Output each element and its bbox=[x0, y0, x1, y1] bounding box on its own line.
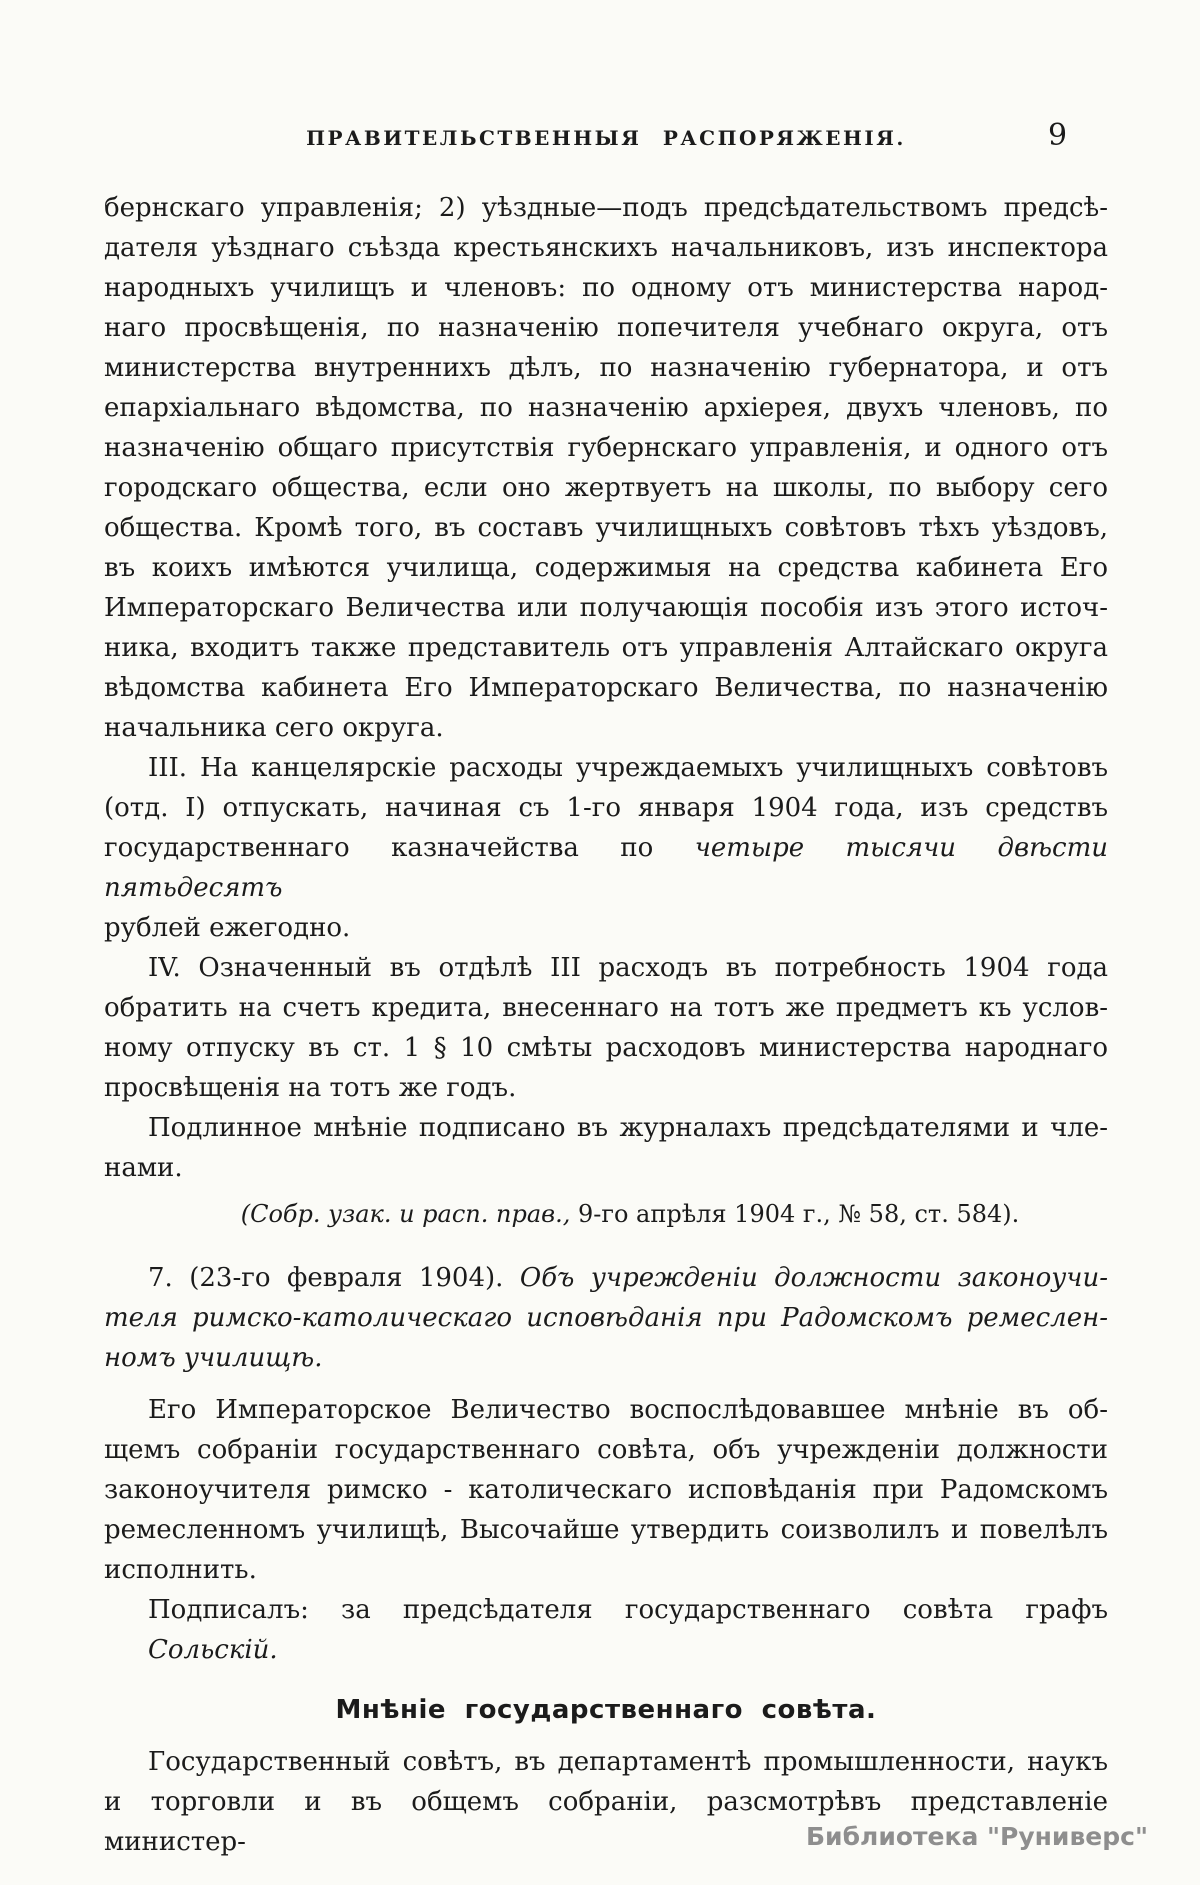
citation-source-italic: (Собр. узак. и расп. прав., bbox=[240, 1200, 571, 1228]
text-italic: четыре тысячи двѣсти пятьдесятъ bbox=[104, 833, 1108, 903]
text-line: просвѣщенія на тотъ же годъ. bbox=[104, 1073, 517, 1103]
text-line: нами. bbox=[104, 1153, 183, 1183]
text-line: назначенію общаго присутствія губернскаго управленія, и одного отъ bbox=[104, 433, 1108, 463]
text-line: ника, входитъ также представитель отъ управленія Алтайскаго округа bbox=[104, 633, 1108, 663]
text-line: министерства внутреннихъ дѣлъ, по назначенію губернатора, и отъ bbox=[104, 353, 1108, 383]
text-line: епархіальнаго вѣдомства, по назначенію архіерея, двухъ членовъ, по bbox=[104, 393, 1108, 423]
text-line: общества. Кромѣ того, въ составъ училищныхъ совѣтовъ тѣхъ уѣздовъ, bbox=[104, 513, 1108, 543]
text-line: (отд. I) отпускать, начиная съ 1-го января 1904 года, изъ средствъ bbox=[104, 793, 1108, 823]
signature-roman: Подписалъ: за предсѣдателя государственнаго совѣта графъ bbox=[148, 1595, 1108, 1625]
text-line: исполнить. bbox=[104, 1555, 257, 1585]
text-line: ному отпуску въ ст. 1 § 10 смѣты расходовъ министерства народнаго bbox=[104, 1033, 1108, 1063]
source-citation bbox=[104, 1196, 1108, 1232]
decree-7-title bbox=[104, 1258, 1108, 1378]
text-line: вѣдомства кабинета Его Императорскаго Величества, по назначенію bbox=[104, 673, 1108, 703]
text-line: Государственный совѣтъ, въ департаментѣ промышленности, наукъ bbox=[148, 1747, 1108, 1777]
text-line: и торговли и въ общемъ собраніи, разсмотрѣвъ представленіе министер- bbox=[104, 1787, 1108, 1857]
text-line: номъ училищѣ. bbox=[104, 1343, 323, 1373]
library-watermark: Библиотека "Руниверс" bbox=[806, 1822, 1148, 1851]
text-line: законоучителя римско - католическаго исповѣданія при Радомскомъ bbox=[104, 1475, 1108, 1505]
text-line: ремесленномъ училищѣ, Высочайше утвердить соизволилъ и повелѣлъ bbox=[104, 1515, 1108, 1545]
text-line: теля римско-католическаго исповѣданія при Радомскомъ ремеслен- bbox=[104, 1303, 1108, 1333]
text-line: начальника сего округа. bbox=[104, 713, 444, 743]
text-line: городскаго общества, если оно жертвуетъ на школы, по выбору сего bbox=[104, 473, 1108, 503]
signature-name-italic: Сольскій. bbox=[148, 1635, 278, 1665]
decree-number: 7. (23-го февраля 1904). bbox=[148, 1263, 520, 1293]
page-body bbox=[104, 188, 1108, 1862]
text-line: щемъ собраніи государственнаго совѣта, объ учрежденіи должности bbox=[104, 1435, 1108, 1465]
text-line bbox=[104, 1258, 1108, 1298]
paragraph-item-4 bbox=[104, 948, 1108, 1108]
text-line: бернскаго управленія; 2) уѣздные—подъ предсѣдательствомъ предсѣ- bbox=[104, 193, 1108, 223]
text-line: наго просвѣщенія, по назначенію попечителя учебнаго округа, отъ bbox=[104, 313, 1108, 343]
text-line: рублей ежегодно. bbox=[104, 913, 351, 943]
paragraph-imperial-approval bbox=[104, 1390, 1108, 1590]
text-line: дателя уѣзднаго съѣзда крестьянскихъ начальниковъ, изъ инспектора bbox=[104, 233, 1108, 263]
paragraph-signed-note bbox=[104, 1108, 1108, 1188]
text-line: народныхъ училищъ и членовъ: по одному отъ министерства народ- bbox=[104, 273, 1108, 303]
paragraph-continuation bbox=[104, 188, 1108, 748]
section-heading: Мнѣніе государственнаго совѣта. bbox=[335, 1695, 877, 1725]
text-line: III. На канцелярскіе расходы учреждаемыхъ училищныхъ совѣтовъ bbox=[148, 753, 1108, 783]
text-line: Его Императорское Величество воспослѣдовавшее мнѣніе въ об- bbox=[148, 1395, 1108, 1425]
text-line: Императорскаго Величества или получающія пособія изъ этого источ- bbox=[104, 593, 1108, 623]
paragraph-item-3 bbox=[104, 748, 1108, 948]
citation-date-roman: 9-го апрѣля 1904 г., № 58, ст. 584). bbox=[570, 1200, 1020, 1228]
running-title: ПРАВИТЕЛЬСТВЕННЫЯ РАСПОРЯЖЕНІЯ. bbox=[306, 126, 906, 150]
text-roman: государственнаго казначейства по bbox=[104, 833, 695, 863]
text-line: IV. Означенный въ отдѣлѣ III расходъ въ потребность 1904 года bbox=[148, 953, 1108, 983]
page-number: 9 bbox=[1048, 118, 1068, 153]
text-line: въ коихъ имѣются училища, содержимыя на средства кабинета Его bbox=[104, 553, 1108, 583]
text-line: обратить на счетъ кредита, внесеннаго на тотъ же предметъ къ услов- bbox=[104, 993, 1108, 1023]
text-line bbox=[104, 828, 1108, 908]
signature-line bbox=[104, 1590, 1108, 1670]
text-line: Подлинное мнѣніе подписано въ журналахъ предсѣдателями и чле- bbox=[148, 1113, 1108, 1143]
decree-title-italic: Объ учрежденіи должности законоучи- bbox=[519, 1263, 1109, 1293]
